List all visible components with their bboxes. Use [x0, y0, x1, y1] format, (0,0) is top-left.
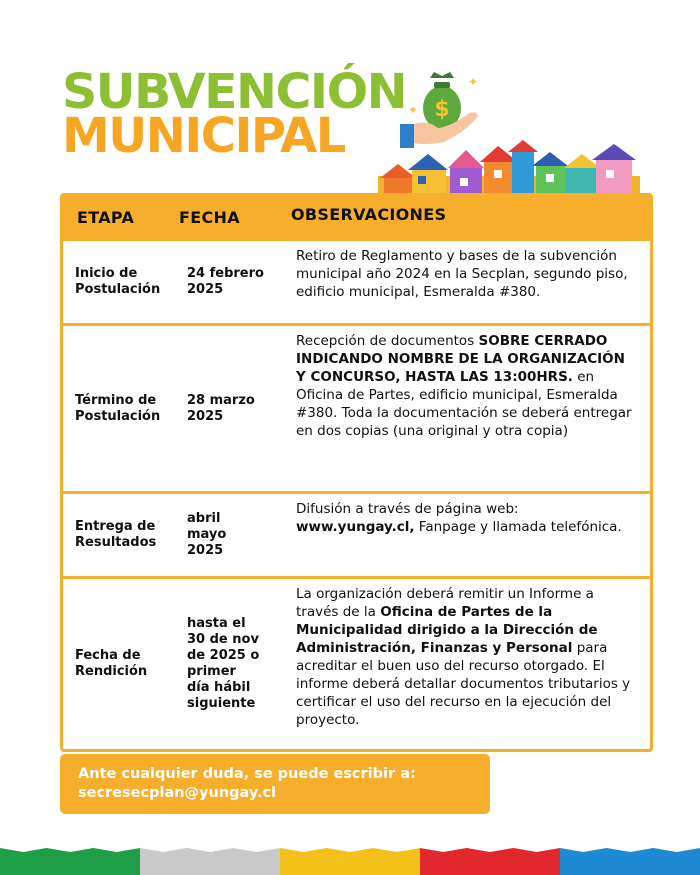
- footer-band: [420, 848, 560, 875]
- cell-observaciones: [281, 241, 650, 323]
- cell-observaciones: [281, 494, 650, 576]
- svg-text:✦: ✦: [408, 103, 419, 117]
- contact-text: Ante cualquier duda, se puede escribir a:: [78, 766, 416, 782]
- fecha-line: día hábil: [187, 680, 251, 695]
- table-row: [63, 238, 650, 323]
- schedule-table: [60, 193, 653, 752]
- fecha-line: 24 febrero: [187, 266, 264, 281]
- header-fecha: FECHA: [179, 207, 240, 227]
- cell-etapa: [63, 579, 173, 749]
- footer-band: [560, 848, 700, 875]
- footer-band: [0, 848, 140, 875]
- cell-fecha: [173, 579, 281, 749]
- observation-text: en Oficina de Partes, edificio municipal, Esmeralda #380. Toda la documentación se deberá entregar en dos copias (una original y otra copia): [296, 369, 632, 439]
- etapa-line: Fecha de: [75, 648, 141, 663]
- page-title: [62, 64, 407, 164]
- fecha-line: 28 marzo: [187, 392, 255, 408]
- table-header: [63, 196, 650, 238]
- cell-fecha: [173, 494, 281, 576]
- title-line-2: MUNICIPAL: [62, 108, 345, 164]
- footer-color-bands: [0, 838, 700, 875]
- fecha-line: hasta el: [187, 616, 246, 631]
- contact-box: [60, 754, 490, 814]
- fecha-line: 2025: [187, 408, 224, 424]
- fecha-line: de 2025 o: [187, 648, 260, 663]
- etapa-line: Inicio de: [75, 266, 138, 281]
- etapa-line: Postulación: [75, 408, 161, 424]
- fecha-line: siguiente: [187, 696, 256, 711]
- cell-etapa: [63, 494, 173, 576]
- svg-text:✦: ✦: [468, 75, 479, 89]
- header-observaciones: OBSERVACIONES: [291, 204, 447, 224]
- footer-band: [140, 848, 280, 875]
- table-row: [63, 491, 650, 576]
- etapa-line: Postulación: [75, 282, 161, 297]
- cell-fecha: [173, 241, 281, 323]
- observation-text: Retiro de Reglamento y bases de la subvención municipal año 2024 en la Secplan, segundo piso, edificio municipal, Esmeralda #380.: [296, 248, 628, 300]
- observation-text: La organización deberá remitir un Informe a través de la: [296, 586, 594, 620]
- svg-text:$: $: [434, 97, 450, 122]
- observation-text: Recepción de documentos: [296, 333, 479, 349]
- cell-observaciones: [281, 326, 650, 491]
- fecha-line: mayo: [187, 527, 227, 542]
- title-line-1: SUBVENCIÓN: [62, 64, 407, 120]
- etapa-line: Término de: [75, 392, 157, 408]
- etapa-line: Rendición: [75, 664, 148, 679]
- observation-text: Difusión a través de página web:: [296, 501, 519, 517]
- etapa-line: Entrega de: [75, 519, 156, 534]
- observation-text: Oficina de Partes de la Municipalidad dirigido a la Dirección de Administración, Finanzas y Personal: [296, 604, 598, 656]
- observation-text: Fanpage y llamada telefónica.: [414, 519, 622, 535]
- table-row: [63, 323, 650, 491]
- header-etapa: ETAPA: [77, 207, 135, 227]
- contact-email[interactable]: secresecplan@yungay.cl: [78, 785, 277, 801]
- fecha-line: abril: [187, 511, 221, 526]
- cell-etapa: [63, 241, 173, 323]
- table-row: [63, 576, 650, 749]
- cell-fecha: [173, 326, 281, 491]
- money-bag-hand-icon: [400, 70, 490, 150]
- etapa-line: Resultados: [75, 535, 157, 550]
- cell-etapa: [63, 326, 173, 491]
- observation-text: SOBRE CERRADO INDICANDO NOMBRE DE LA ORGANIZACIÓN Y CONCURSO, HASTA LAS 13:00HRS.: [296, 333, 625, 385]
- observation-text: www.yungay.cl,: [296, 519, 415, 535]
- fecha-line: 2025: [187, 543, 224, 558]
- fecha-line: 2025: [187, 282, 224, 297]
- fecha-line: primer: [187, 664, 236, 679]
- cell-observaciones: [281, 579, 650, 749]
- fecha-line: 30 de nov: [187, 632, 259, 647]
- observation-text: para acreditar el buen uso del recurso otorgado. El informe deberá detallar documentos tributarios y certificar el uso del recurso en la ejecución del proyecto.: [296, 640, 631, 728]
- footer-band: [280, 848, 420, 875]
